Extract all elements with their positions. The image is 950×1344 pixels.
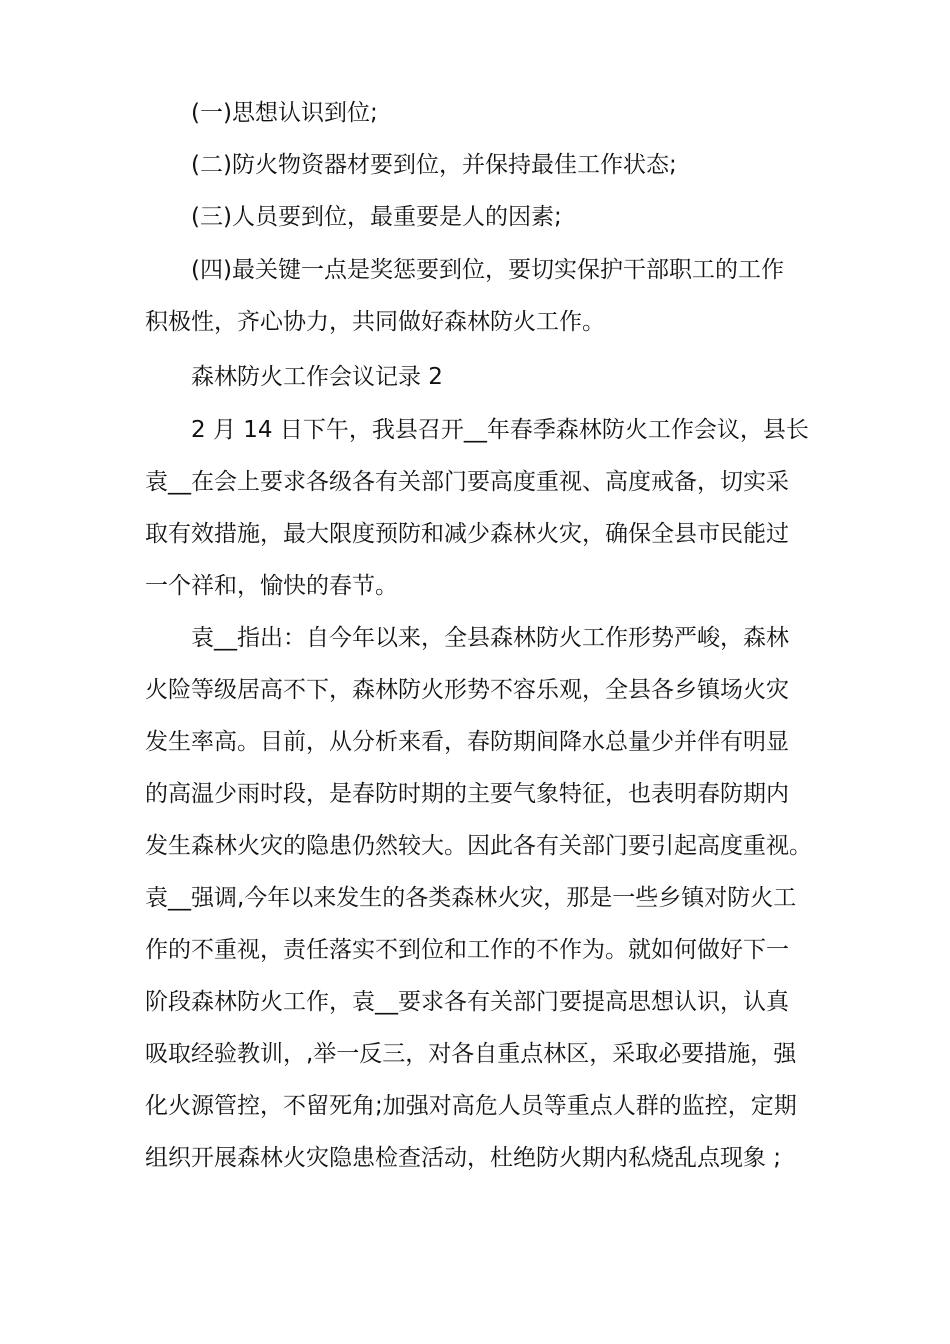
text-line: 的高温少雨时段，是春防时期的主要气象特征，也表明春防期内 bbox=[145, 781, 789, 807]
text-line: (三)人员要到位，最重要是人的因素; bbox=[191, 204, 562, 230]
text-line: (四)最关键一点是奖惩要到位，要切实保护干部职工的工作 bbox=[191, 257, 784, 283]
section-heading: 森林防火工作会议记录 2 bbox=[191, 364, 443, 390]
text-line: 作的不重视，责任落实不到位和工作的不作为。就如何做好下一 bbox=[145, 937, 789, 963]
text-line: (二)防火物资器材要到位，并保持最佳工作状态; bbox=[191, 152, 677, 178]
text-line: 取有效措施，最大限度预防和减少森林火灾，确保全县市民能过 bbox=[145, 521, 789, 547]
text-line: 积极性，齐心协力，共同做好森林防火工作。 bbox=[145, 309, 605, 335]
text-line: 化火源管控，不留死角;加强对高危人员等重点人群的监控，定期 bbox=[145, 1093, 797, 1119]
text-line: 2 月 14 日下午，我县召开__年春季森林防火工作会议，县长 bbox=[191, 417, 809, 443]
text-line: 阶段森林防火工作，袁__要求各有关部门要提高思想认识，认真 bbox=[145, 989, 789, 1015]
text-line: 袁__强调,今年以来发生的各类森林火灾，那是一些乡镇对防火工 bbox=[145, 885, 797, 911]
text-line: 袁__指出：自今年以来，全县森林防火工作形势严峻，森林 bbox=[191, 625, 789, 651]
text-line: (一)思想认识到位; bbox=[191, 100, 378, 126]
text-line: 发生森林火灾的隐患仍然较大。因此各有关部门要引起高度重视。 bbox=[145, 833, 812, 859]
text-line: 袁__在会上要求各级各有关部门要高度重视、高度戒备，切实采 bbox=[145, 469, 789, 495]
text-line: 一个祥和，愉快的春节。 bbox=[145, 573, 398, 599]
text-line: 吸取经验教训，,举一反三，对各自重点林区，采取必要措施，强 bbox=[145, 1041, 797, 1067]
text-line: 组织开展森林火灾隐患检查活动，杜绝防火期内私烧乱点现象 ; bbox=[145, 1145, 782, 1171]
text-line: 发生率高。目前，从分析来看，春防期间降水总量少并伴有明显 bbox=[145, 729, 789, 755]
text-line: 火险等级居高不下，森林防火形势不容乐观，全县各乡镇场火灾 bbox=[145, 677, 789, 703]
